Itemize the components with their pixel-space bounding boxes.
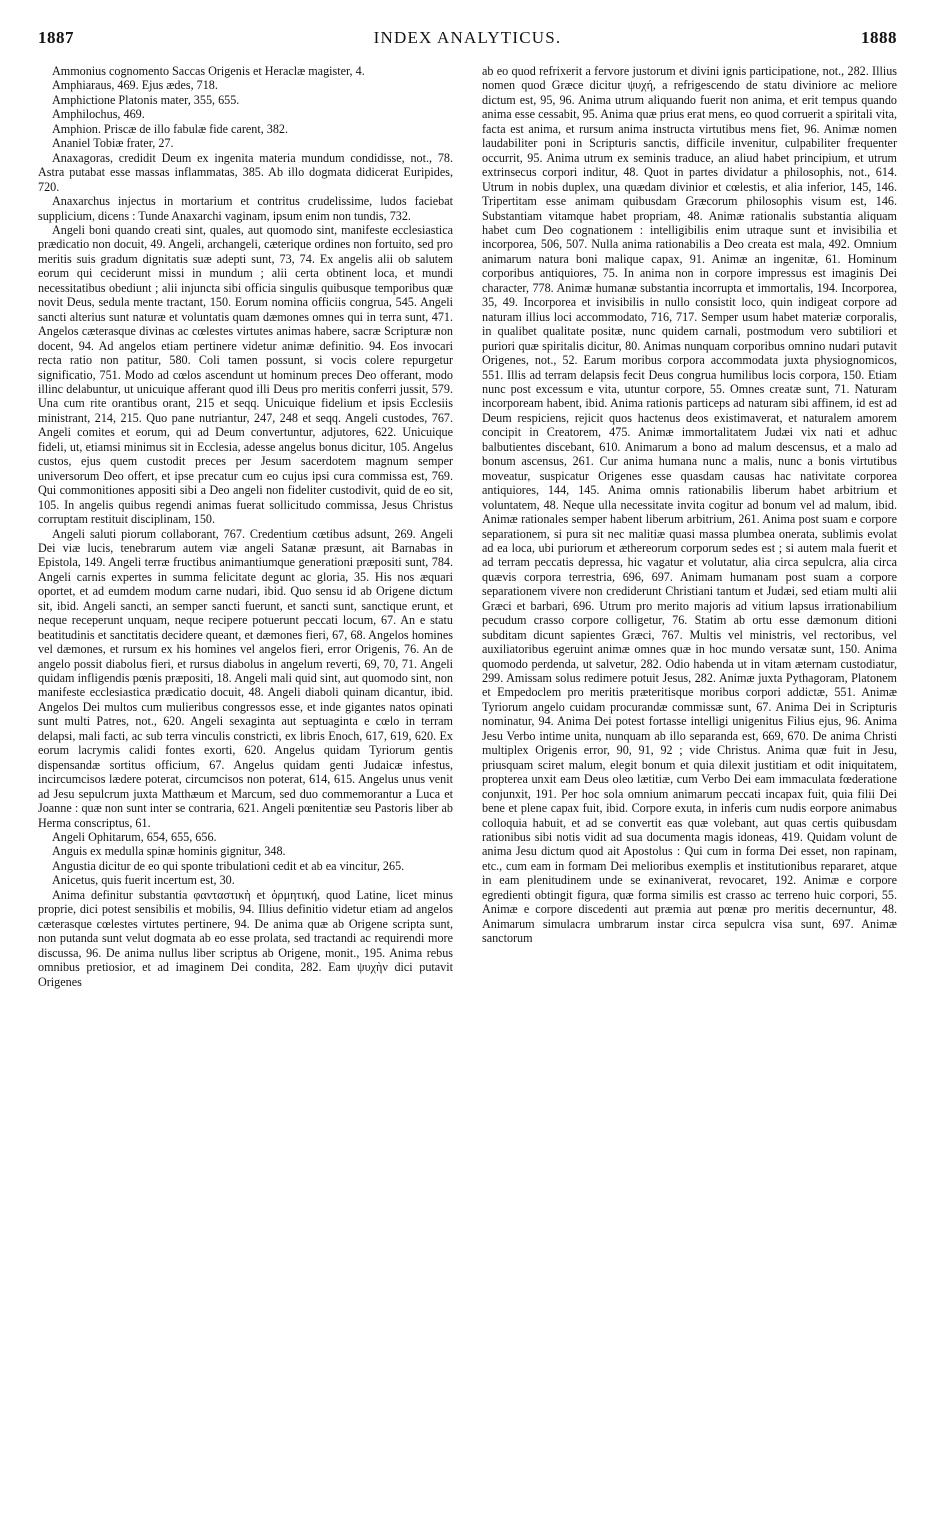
index-entry-angeli-boni: Angeli boni quando creati sint, quales, aut quomodo sint, manifeste ecclesiastica prædicatio non docuit, 49. Angeli, archangeli, cæterique ordines non fortuito, sed pro meritis suis gradum dignitatis suæ adepti sunt, 73, 74. Ex angelis alii ob salutem eorum qui ceciderunt missi in mundum ; alii certa obtinent loca, et mundi necessitatibus obediunt ; alii injuncta sibi officia singulis quibusque temporibus quæ novit Deus, sedula mente tractant, 150. Eorum nomina officiis congrua, 545. Angeli sancti alterius sunt naturæ et voluntatis quam dæmones omnes qui in terra sunt, 471. Angelos cæterasque divinas ac cœlestes virtutes animas habere, sacræ Scripturæ non docent, 94. Ad angelos etiam pertinere videtur animæ definitio. 94. Eos invocari recta ratio non patitur, 580. Coli tamen possunt, si vocis colere repurgetur significatio, 751. Modo ad cœlos ascendunt ut hominum preces Deo offerant, modo illinc delabuntur, ut unicuique afferant quod illi Deus pro meritis conferri jussit, 579. Una cum rite orantibus orant, 215 et seqq. Unicuique fidelium et ipsis Ecclesiis ministrant, 214, 215. Quo pane nutriantur, 247, 248 et seqq. Angeli custodes, 767. Angeli comites et eorum, qui ad Deum convertuntur, adjutores, 622. Unicuique fideli, ut, etiamsi minimus sit in Ecclesia, adesse angelus bonus dicitur, 105. Angelus custos, ejus quem custodit preces per Jesum sacerdotem magnum semper universorum Deo offert, et ipse precatur cum eo cujus ipsi cura commissa est, 769. Qui commonitiones appositi sibi a Deo angeli non fideliter custodivit, quid de eo sit, 105. In angelis quibus regendi animas fuerat sollicitudo commissa, Jesus Christus corruptam restituit disciplinam, 150. — [38, 222, 453, 527]
index-entry-ananiel: Ananiel Tobiæ frater, 27. — [52, 136, 174, 151]
left-page-number: 1887 — [38, 28, 74, 47]
right-column — [482, 64, 897, 1504]
index-entry-amphilochus: Amphilochus, 469. — [52, 107, 145, 122]
index-entry-ammonius: Ammonius cognomento Saccas Origenis et Heraclæ magister, 4. — [52, 64, 365, 78]
right-page-number: 1888 — [861, 28, 897, 47]
page-header — [38, 28, 897, 64]
index-entry-anima: Anima definitur substantia φανταστικὴ et ὁρμητική, quod Latine, licet minus proprie, dici potest sensibilis et mobilis, 94. Illius definitio videtur etiam ad angelos cæterasque cœlestes virtutes pertinere, 94. De anima quæ ab Origene scripta sunt, non putanda sunt velut dogmata ab eo esse prolata, sed tractandi ac requirendi more discussa, 96. De anima nullus liber scriptus ab Origene, monit., 195. Anima rebus omnibus pretiosior, et ad imaginem Dei condita, 282. Eam ψυχὴν dici putavit Origenes — [38, 887, 453, 989]
index-entry-amphictione: Amphictione Platonis mater, 355, 655. — [52, 92, 240, 107]
index-entry-amphion: Amphion. Priscæ de illo fabulæ fide carent, 382. — [52, 121, 289, 136]
index-entry-anaxarchus: Anaxarchus injectus in mortarium et contritus crudelissime, ludos faciebat supplicium, dicens : Tunde Anaxarchi vaginam, ipsum enim non tundis, 732. — [38, 194, 453, 223]
index-entry-anicetus: Anicetus, quis fuerit incertum est, 30. — [52, 873, 235, 888]
index-entry-anima-continued: ab eo quod refrixerit a fervore justorum et divini ignis participatione, not., 282. Illius nomen quod Græce dicitur ψυχή, a refrigescendo de statu diviniore ac meliore dictum est, 95, 96. Anima utrum aliquando fuerit non anima, et erit tempus quando anima esse cessabit, 95. Anima quæ prius erat mens, eo quod corruerit a spiritali vita, facta est anima, et rursum anima instructa virtutibus mens fiet, 96. Animæ nomen laudabiliter poni in Scripturis sanctis, difficile invenitur, culpabiliter frequenter occurrit, 95. Anima utrum ex seminis traduce, an aliud habet principium, et utrum extrinsecus corpori inditur, 48. Quot in partes dividatur a philosophis, not., 614. Utrum in nobis duplex, una quædam divinior et cœlestis, et alia inferior, 145, 146. Tripertitam esse animam quibusdam Græcorum philosophis visum est, 146. Substantiam vitamque habet propriam, 48. Animæ rationalis substantia aliquam habet cum Deo cognationem : intelligibilis enim utraque sunt et invisibilia et incorporea, 506, 507. Nulla anima rationabilis a Deo creata est mala, 492. Omnium animarum natura boni malique capax, 91. Animæ an ingenitæ, 61. Hominum corporibus antiquiores, 75. In anima non in corpore impressus est imaginis Dei character, 778. Animæ humanæ substantia incorrupta et immortalis, 194. Incorporea, 35, 49. Incorporea et invisibilis in nullo consistit loco, quin indigeat corpore ad naturam illius loci accommodato, 716, 717. Semper usum habet materiæ corporalis, in qualibet qualitate positæ, nunc quidem carnali, postmodum vero subtiliori et puriori quæ spiritalis dicitur, 80. Animas nunquam corporibus omnino nudari putavit Origenes, not., 52. Earum moribus corpora accommodata juxta physiognomicos, 551. Illis ad terram delapsis fecit Deus congrua humilibus locis corpora, 150. Etiam nunc post excessum e vita, utuntur corpore, 55. Omnes creatæ sunt, 71. Naturam incorpoream habent, ibid. Anima rationis particeps ad naturam sibi affinem, id est ad Deum respiciens, rejicit quos hactenus deos existimaverat, et naturalem amorem concipit in Creatorem, 475. Animæ immortalitatem Judæi vix nati et adhuc balbutientes discebant, 610. Animarum a bono ad malum descensus, et a malo ad bonum ascensus, 261. Cur anima humana nunc a malis, nunc a bonis virtutibus moveatur, suspicatur Origenes esse quasdam causas hac nativitate corporea antiquiores, 144, 145. Anima omnis rationabilis liberum habet arbitrium et voluntatem, 48. Neque ulla necessitate invita cogitur ad bonum vel ad malum, ibid. Animæ rationales semper habent liberum arbitrium, 261. Anima post suam e corpore separationem, si pura sit nec malitiæ quasi massa plumbea onerata, sublimis evolat ad ea loca, ubi puriorum et æthereorum corporum sedes est ; si autem mala fuerit et ad terram peccatis depressa, hic vagatur et volutatur, alia circa sepulcra, alia circa quævis corpora terrestria, 696, 697. Animam humanam post suam a corpore separationem vivere non crediderunt Christiani tantum et Judæi, sed etiam multi alii Græci et barbari, 696. Utrum pro merito majoris ad vitium lapsus irrationabilium pecudum crasso corpore colligetur, 76. Statim ab ortu esse dæmonum ditioni subditam dicunt sapientes Græci, 767. Multis vel ministris, vel rectoribus, vel auxiliatoribus egeruint animæ omnes quæ in hoc mundo versatæ sunt, 150. Anima quomodo perdenda, ut salvetur, 282. Odio habenda ut in vitam æternam custodiatur, 299. Amissam solus redimere potuit Jesus, 282. Animæ juxta Pythagoram, Platonem et Empedoclem pro meritis præteritisque moribus corpori addictæ, 551. Animæ Tyriorum angelo cuidam procurandæ commissæ sunt, 67. Anima Dei in Scripturis nominatur, 94. Anima Dei potest fortasse intelligi unigenitus Filius ejus, 96. Anima Jesu Verbo intime unita, nunquam ab illo separanda est, 669, 670. De anima Christi multiplex Origenis error, 90, 91, 92 ; vide Christus. Anima quæ fuit in Jesu, priusquam sciret malum, elegit bonum et quia dilexit justitiam et odit iniquitatem, propterea unxit eam Deus oleo lætitiæ, cum Verbo Dei eam immaculata fœderatione conjunxit, 191. Per hoc sola omnium animarum peccati incapax fuit, quia filii Dei bene et plene capax fuit, ibid. Corpore exuta, in inferis cum nudis eorpore animabus colloquia habuit, et ad se convertit eas quæ volebant, aut quas certis quibusdam rationibus sibi notis vidit ad sua documenta magis idoneas, 419. Quidam volunt de anima Jesu dictum quod ait Apostolus : Qui cum in forma Dei esset, non rapinam, etc., cum eam in formam Dei melioribus exemplis et institutionibus repararet, atque in eam plenitudinem unde se exinaniverat, revocaret, 192. Animæ e corpore egredienti obtingit figura, quæ forma similis est crasso ac terreno huic corpori, 55. Animæ e corpore discedenti aut præmia aut pœnæ pro meritis decernuntur, 48. Animarum simulacra umbrarum instar circa sepulcra visa sunt, 697. Animæ sanctorum — [482, 64, 897, 946]
index-entry-angustia: Angustia dicitur de eo qui sponte tribulationi cedit et ab ea vincitur, 265. — [52, 858, 405, 873]
index-entry-anaxagoras: Anaxagoras, credidit Deum ex ingenita materia mundum condidisse, not., 78. Astra putabat esse massas inflammatas, 385. Ab illo dogmata didicerat Euripides, 720. — [38, 150, 453, 194]
index-entry-angeli-ophitarum: Angeli Ophitarum, 654, 655, 656. — [52, 830, 217, 845]
index-entry-angeli-saluti: Angeli saluti piorum collaborant, 767. Credentium cœtibus adsunt, 269. Angeli Dei viæ lucis, tenebrarum autem viæ angeli Satanæ præsunt, ait Barnabas in Epistola, 149. Angeli terræ fructibus animantiumque generationi præpositi sunt, 784. Angeli carnis expertes in summa felicitate degunt ac gloria, 35. His nos æquari oportet, et ad eumdem modum carne nudari, ibid. Quo sensu id ab Origene dictum sit, ibid. Angeli sancti, an semper sancti fuerunt, et sancti sunt, sanctique erunt, et neque receperunt unquam, neque recipere potuerunt peccati locum, 67. An e statu beatitudinis et sanctitatis decidere queant, et dæmones fieri, 67, 68. Angelos homines vel dæmones, et rursum ex his homines vel angelos fieri, error Origenis, 76. An de angelo possit diabolus fieri, et rursus diabolus in angelum reverti, 69, 70, 71. Angeli quidam infligendis pœnis præpositi, 18. Angeli mali quid sint, aut quomodo sint, non manifeste ecclesiastica prædicatio docuit, 48. Angeli diaboli quinam dicantur, ibid. Angelos Dei multos cum mulieribus congressos esse, et inde gigantes natos opinati sunt multi Patres, not., 620. Angeli sexaginta aut septuaginta e cœlo in terram delapsi, mali facti, ac sub terra vinculis constricti, ex libris Enoch, 617, 619, 620. Ex eorum lacrymis calidi fontes exorti, 620. Angelus quidam Tyriorum gentis dispensandæ sortitus officium, 67. Angelus quidam genti Judaicæ infestus, incircumcisos lædere poterat, circumcisos non poterat, 614, 615. Angelus unus venit ad Jesu sepulcrum juxta Matthæum et Marcum, sed duo commemorantur a Luca et Joanne : quæ non sunt inter se contraria, 621. Angeli pœnitentiæ seu Pastoris liber ab Herma conscriptus, 61. — [38, 526, 453, 830]
running-title: INDEX ANALYTICUS. — [373, 28, 562, 47]
left-column — [38, 64, 453, 1504]
text-columns — [38, 64, 897, 1504]
index-entry-anguis: Anguis ex medulla spinæ hominis gignitur, 348. — [52, 844, 286, 859]
index-entry-amphiaraus: Amphiaraus, 469. Ejus ædes, 718. — [52, 78, 218, 93]
